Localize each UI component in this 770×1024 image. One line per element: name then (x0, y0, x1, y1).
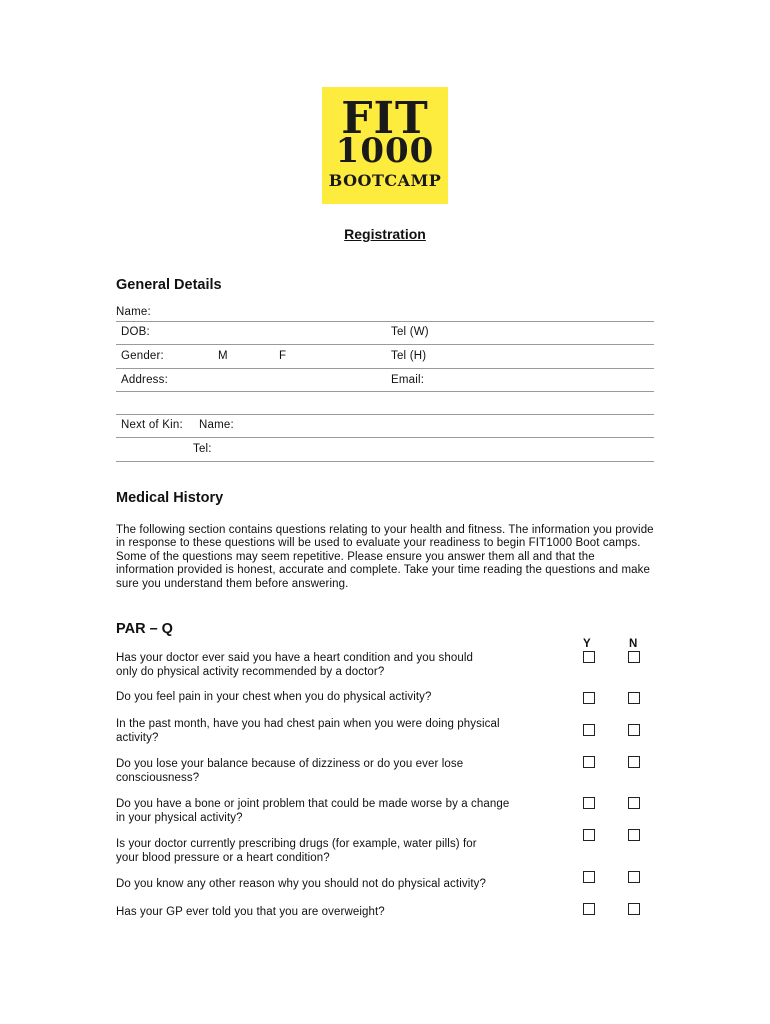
divider (116, 437, 654, 438)
question-line: Do you know any other reason why you should not do physical activity? (116, 878, 486, 890)
parq-question (116, 878, 566, 892)
parq-question (116, 718, 566, 745)
question-line: only do physical activity recommended by a doctor? (116, 665, 385, 678)
no-checkbox[interactable] (628, 724, 640, 736)
gender-label: Gender: (121, 350, 164, 362)
yes-checkbox[interactable] (583, 829, 595, 841)
page-title: Registration (344, 226, 426, 242)
medical-history-heading: Medical History (116, 490, 224, 506)
yes-column-label: Y (583, 638, 591, 650)
question-line: Do you have a bone or joint problem that could be made worse by a change (116, 798, 510, 810)
fit1000-logo (322, 87, 448, 204)
no-checkbox[interactable] (628, 651, 640, 663)
tel-w-label: Tel (W) (391, 326, 429, 338)
next-of-kin-label: Next of Kin: (121, 419, 183, 431)
no-column-label: N (629, 638, 638, 650)
no-checkbox[interactable] (628, 871, 640, 883)
question-line: your blood pressure or a heart condition? (116, 851, 330, 864)
logo-line-fit: FIT (341, 93, 429, 144)
question-line: Has your GP ever told you that you are overweight? (116, 906, 385, 918)
nok-tel-label: Tel: (193, 443, 212, 455)
no-checkbox[interactable] (628, 797, 640, 809)
logo-line-1000: 1000 (335, 131, 435, 171)
no-checkbox[interactable] (628, 829, 640, 841)
yes-checkbox[interactable] (583, 724, 595, 736)
question-line: Is your doctor currently prescribing drugs (for example, water pills) for (116, 838, 477, 850)
parq-question (116, 691, 566, 705)
question-line: Has your doctor ever said you have a heart condition and you should (116, 652, 474, 664)
question-line: Do you feel pain in your chest when you do physical activity? (116, 691, 432, 703)
gender-m-option[interactable]: M (218, 350, 228, 362)
question-line: Do you lose your balance because of dizziness or do you ever lose (116, 758, 464, 770)
no-checkbox[interactable] (628, 692, 640, 704)
divider (116, 461, 654, 462)
parq-question (116, 906, 566, 920)
nok-name-label: Name: (199, 419, 234, 431)
logo-line-bootcamp: BOOTCAMP (328, 171, 442, 190)
email-label: Email: (391, 374, 425, 386)
medical-intro-paragraph: The following section contains questions relating to your health and fitness. The information you provide in response to these questions will be used to evaluate your readiness to begin FIT1000 Boot camps. Some of the questions may seem repetitive. Please ensure you answer them all and that the information provided is honest, accurate and complete. Take your time reading the questions and make sure you understand them before answering. (116, 524, 654, 590)
question-line: in your physical activity? (116, 811, 243, 824)
no-checkbox[interactable] (628, 903, 640, 915)
divider (116, 344, 654, 345)
yes-checkbox[interactable] (583, 756, 595, 768)
no-checkbox[interactable] (628, 756, 640, 768)
parq-question (116, 838, 566, 865)
divider (116, 368, 654, 369)
yes-checkbox[interactable] (583, 692, 595, 704)
question-line: activity? (116, 731, 159, 744)
address-label: Address: (121, 374, 168, 386)
tel-h-label: Tel (H) (391, 350, 427, 362)
name-label: Name: (116, 306, 151, 318)
question-line: consciousness? (116, 771, 200, 784)
dob-label: DOB: (121, 326, 150, 338)
parq-heading: PAR – Q (116, 621, 173, 637)
parq-question (116, 652, 566, 679)
general-details-heading: General Details (116, 277, 222, 293)
question-line: In the past month, have you had chest pain when you were doing physical (116, 718, 500, 730)
yes-checkbox[interactable] (583, 651, 595, 663)
yes-checkbox[interactable] (583, 871, 595, 883)
yes-checkbox[interactable] (583, 903, 595, 915)
parq-question (116, 798, 566, 825)
divider (116, 321, 654, 322)
gender-f-option[interactable]: F (279, 350, 287, 362)
divider (116, 414, 654, 415)
parq-question (116, 758, 566, 785)
divider (116, 391, 654, 392)
yes-checkbox[interactable] (583, 797, 595, 809)
